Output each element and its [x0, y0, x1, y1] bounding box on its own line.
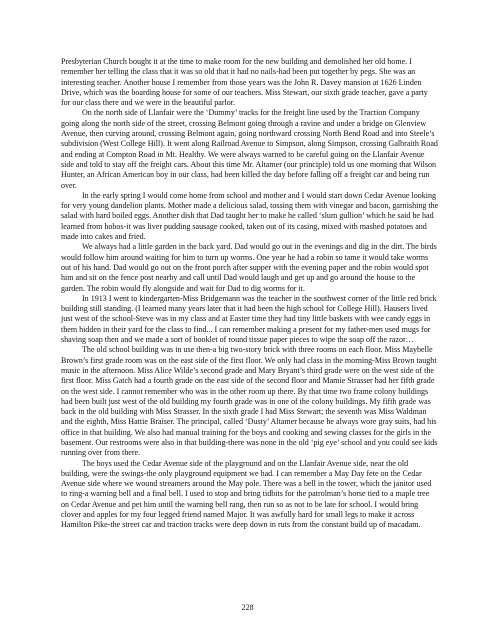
page-number: 228: [241, 603, 254, 612]
paragraph-6: The old school building was in use then-a big two-story brick with three rooms on each floor. Miss Maybelle Brown’s first grade room was on the east side of the first floor. We only had class in the morning-Miss Brown taught music in the afternoon. Miss Alice Wilde’s second grade and Mary Bryant’s third grade were on the west side of the first floor. Miss Gatch had a fourth grade on the east side of the second floor and Mamie Strasser had her fifth grade on the west side. I cannot remember who was in the other room up there. By that time two frame colony buildings had been built just west of the old building my fourth grade was in one of the colony buildings. My fifth grade was back in the old building with Miss Strasser. In the sixth grade I had Miss Stewart; the seventh was Miss Waldman and the eighth, Miss Hattie Braiser. The principal, called ‘Dusty’ Altamer because he always wore gray suits, had his office in that building. We also had manual training for the boys and cooking and sewing classes for the girls in the basement. Our restrooms were also in that building-there was none in the old ‘pig eye’ school and you could see kids running over from there.: [61, 345, 438, 458]
paragraph-3: In the early spring I would come home from school and mother and I would start down Cedar Avenue looking for very young dandelion plants. Mother made a delicious salad, tossing them with vinegar and bacon, garnishing the salad with hard boiled eggs. Another dish that Dad taught her to make he called ‘slum gullion’ which he said he had learned from hobos-it was liver pudding sausage cooked, taken out of its casing, mixed with mashed potatoes and made into cakes and fried.: [61, 190, 439, 242]
page-body: [61, 57, 439, 531]
paragraph-4: We always had a little garden in the back yard. Dad would go out in the evenings and dig in the dirt. The birds would follow him around waiting for him to turn up worms. One year he had a robin so tame it would take worms out of his hand. Dad would go out on the front porch after supper with the evening paper and the robin would spot him and sit on the fence post nearby and call until Dad would laugh and get up and go around the house to the garden. The robin would fly alongside and wait for Dad to dig worms for it.: [61, 242, 437, 293]
paragraph-2: On the north side of Llanfair were the ‘Dummy’ tracks for the freight line used by the Traction Company going along the north side of the street, crossing Belmont going through a ravine and under a bridge on Glenview Avenue, then curving around, crossing Belmont again, going northward crossing North Bend Road and into Steele’s subdivision (West College Hill). It went along Railroad Avenue to Simpson, along Simpson, crossing Galbraith Road and ending at Compton Road in Mt. Healthy. We were always warned to be careful going on the Llanfair Avenue side and told to stay off the freight cars. About this time Mr. Altamer (our principle) told us one morning that Wilson Hunter, an African American boy in our class, had been killed the day before falling off a freight car and being run over.: [61, 108, 438, 190]
paragraph-7: The boys used the Cedar Avenue side of the playground and on the Llanfair Avenue side, near the old building, were the swings-the only playground equipment we had. I can remember a May Day fete on the Cedar Avenue side where we wound streamers around the May pole. There was a bell in the tower, which the janitor used to ring-a warning bell and a final bell. I used to stop and bring tidbits for the patrolman’s horse tied to a maple tree on Cedar Avenue and pet him until the warning bell rang, then run so as not to be late for school. I would bring clover and apples for my four legged friend named Major. It was awfully hard for small legs to make it across Hamilton Pike-the street car and traction tracks were deep down in ruts from the constant build up of macadam.: [61, 458, 432, 530]
paragraph-1: Presbyterian Church bought it at the time to make room for the new building and demolished her old home. I remember her telling the class that it was so old that it had no nails-had been put together by pegs. She was an interesting teacher. Another house I remember from those years was the John R. Davey mansion at 1626 Linden Drive, which was the boarding house for some of our teachers. Miss Stewart, our sixth grade teacher, gave a party for our class there and we were in the beautiful parlor.: [61, 57, 428, 108]
paragraph-5: In 1913 I went to kindergarten-Miss Bridgemann was the teacher in the southwest corner of the little red brick building still standing. (I learned many years later that it had been the high school for College Hill). Hausers lived just west of the school-Steve was in my class and at Easter time they had tiny little baskets with wee candy eggs in them hidden in their yard for the class to find... I can remember making a present for my father-men used mugs for shaving soap then and we made a sort of booklet of round tissue paper pieces to wipe the soap off the razor…: [61, 293, 437, 345]
